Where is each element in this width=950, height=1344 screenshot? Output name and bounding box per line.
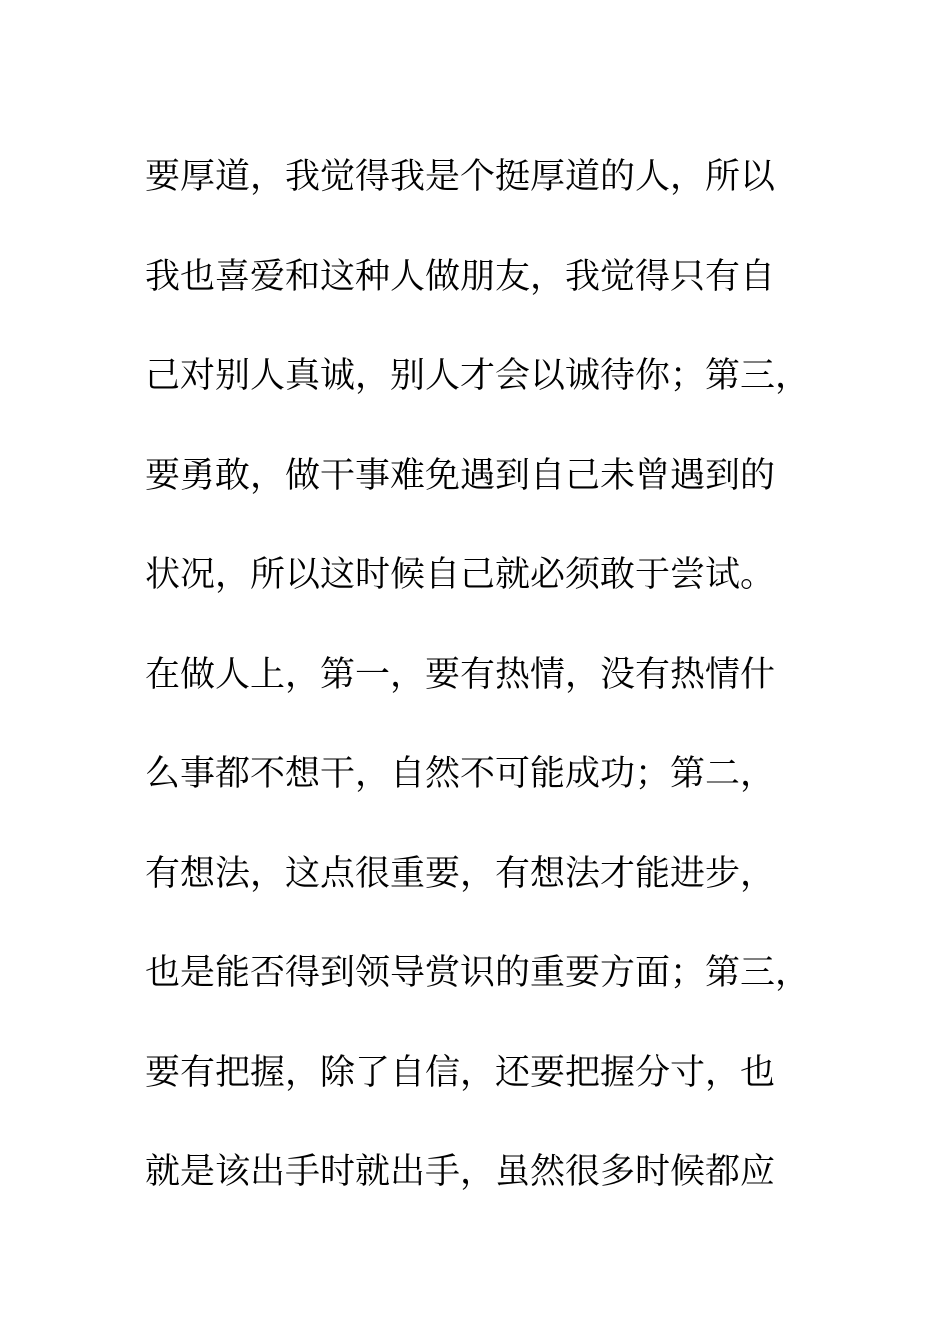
text-line: 在做人上，第一，要有热情，没有热情什 [145,654,776,695]
body-text [145,128,825,1223]
text-line: 要厚道，我觉得我是个挺厚道的人，所以 [145,157,776,197]
text-line: 状况，所以这时候自己就必须敢于尝试。 [145,555,776,595]
text-line: 要勇敢，做干事难免遇到自己未曾遇到的 [145,455,776,496]
text-line: 就是该出手时就出手，虽然很多时候都应 [145,1152,776,1192]
text-line: 己对别人真诚，别人才会以诚待你；第三， [145,356,811,396]
text-line: 也是能否得到领导赏识的重要方面；第三， [145,953,811,993]
text-line: 有想法，这点很重要，有想法才能进步， [145,853,776,894]
text-line: 要有把握，除了自信，还要把握分寸，也 [145,1052,776,1093]
text-line: 么事都不想干，自然不可能成功；第二， [145,754,776,794]
text-line: 我也喜爱和这种人做朋友，我觉得只有自 [145,256,776,297]
